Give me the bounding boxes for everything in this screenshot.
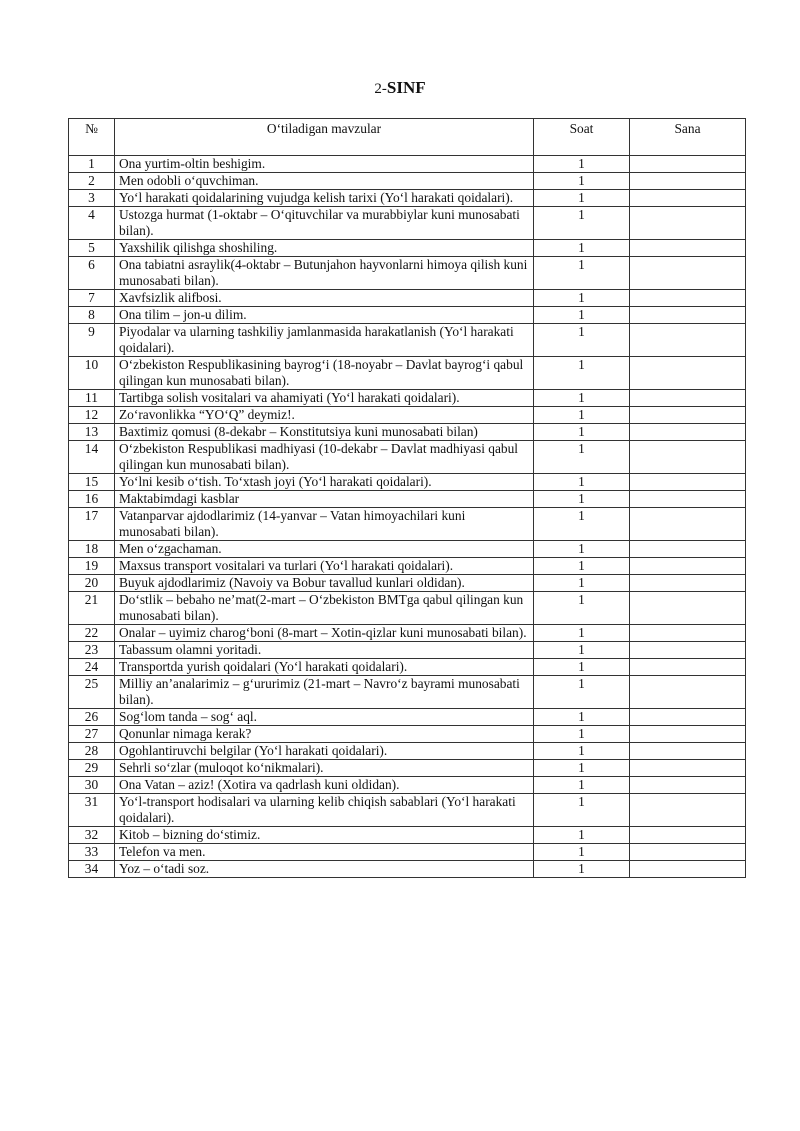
row-number: 26 (69, 709, 115, 726)
row-number: 23 (69, 642, 115, 659)
row-topic: Xavfsizlik alifbosi. (115, 290, 534, 307)
row-hours: 1 (534, 290, 630, 307)
row-number: 34 (69, 861, 115, 878)
row-hours: 1 (534, 676, 630, 709)
row-hours: 1 (534, 794, 630, 827)
table-row (69, 424, 746, 441)
row-number: 4 (69, 207, 115, 240)
row-number: 25 (69, 676, 115, 709)
row-date (630, 508, 746, 541)
row-date (630, 625, 746, 642)
table-row (69, 307, 746, 324)
lessons-table (68, 118, 746, 878)
row-hours: 1 (534, 709, 630, 726)
row-topic: Sog‘lom tanda – sog‘ aql. (115, 709, 534, 726)
row-topic: Tartibga solish vositalari va ahamiyati (Yo‘l harakati qoidalari). (115, 390, 534, 407)
row-hours: 1 (534, 726, 630, 743)
row-topic: Yo‘l harakati qoidalarining vujudga kelish tarixi (Yo‘l harakati qoidalari). (115, 190, 534, 207)
row-date (630, 575, 746, 592)
row-date (630, 390, 746, 407)
table-row (69, 541, 746, 558)
table-row (69, 861, 746, 878)
table-row (69, 207, 746, 240)
row-hours: 1 (534, 777, 630, 794)
table-row (69, 642, 746, 659)
row-topic: Ogohlantiruvchi belgilar (Yo‘l harakati qoidalari). (115, 743, 534, 760)
row-topic: Kitob – bizning do‘stimiz. (115, 827, 534, 844)
row-number: 20 (69, 575, 115, 592)
row-topic: Yaxshilik qilishga shoshiling. (115, 240, 534, 257)
row-date (630, 676, 746, 709)
row-number: 15 (69, 474, 115, 491)
table-row (69, 357, 746, 390)
table-row (69, 794, 746, 827)
row-hours: 1 (534, 156, 630, 173)
row-date (630, 861, 746, 878)
row-topic: Ona Vatan – aziz! (Xotira va qadrlash kuni oldidan). (115, 777, 534, 794)
row-date (630, 290, 746, 307)
row-topic: Transportda yurish qoidalari (Yo‘l harakati qoidalari). (115, 659, 534, 676)
row-date (630, 491, 746, 508)
row-hours: 1 (534, 441, 630, 474)
row-hours: 1 (534, 558, 630, 575)
row-number: 5 (69, 240, 115, 257)
header-hours: Soat (534, 119, 630, 156)
row-hours: 1 (534, 508, 630, 541)
row-date (630, 827, 746, 844)
table-row (69, 592, 746, 625)
row-topic: O‘zbekiston Respublikasining bayrog‘i (18-noyabr – Davlat bayrog‘i qabul qilingan kun munosabati bilan). (115, 357, 534, 390)
row-number: 22 (69, 625, 115, 642)
row-number: 18 (69, 541, 115, 558)
table-row (69, 726, 746, 743)
row-number: 30 (69, 777, 115, 794)
row-number: 9 (69, 324, 115, 357)
row-date (630, 760, 746, 777)
row-date (630, 257, 746, 290)
row-date (630, 240, 746, 257)
table-row (69, 625, 746, 642)
row-date (630, 173, 746, 190)
row-date (630, 558, 746, 575)
row-number: 10 (69, 357, 115, 390)
row-date (630, 407, 746, 424)
row-hours: 1 (534, 257, 630, 290)
row-hours: 1 (534, 207, 630, 240)
row-topic: Ona tilim – jon-u dilim. (115, 307, 534, 324)
row-topic: Baxtimiz qomusi (8-dekabr – Konstitutsiya kuni munosabati bilan) (115, 424, 534, 441)
row-date (630, 743, 746, 760)
row-hours: 1 (534, 592, 630, 625)
table-row (69, 441, 746, 474)
row-date (630, 642, 746, 659)
row-topic: Onalar – uyimiz charog‘boni (8-mart – Xotin-qizlar kuni munosabati bilan). (115, 625, 534, 642)
table-body (69, 156, 746, 878)
row-hours: 1 (534, 861, 630, 878)
row-number: 3 (69, 190, 115, 207)
row-number: 12 (69, 407, 115, 424)
row-number: 6 (69, 257, 115, 290)
table-row (69, 659, 746, 676)
row-topic: Yoz – o‘tadi soz. (115, 861, 534, 878)
row-number: 8 (69, 307, 115, 324)
row-date (630, 726, 746, 743)
row-hours: 1 (534, 474, 630, 491)
row-date (630, 474, 746, 491)
row-date (630, 324, 746, 357)
row-hours: 1 (534, 324, 630, 357)
table-row (69, 240, 746, 257)
row-hours: 1 (534, 642, 630, 659)
row-number: 24 (69, 659, 115, 676)
header-row (69, 119, 746, 156)
header-date: Sana (630, 119, 746, 156)
table-row (69, 290, 746, 307)
row-number: 13 (69, 424, 115, 441)
table-row (69, 709, 746, 726)
row-number: 19 (69, 558, 115, 575)
row-topic: Men odobli o‘quvchiman. (115, 173, 534, 190)
class-number: 2- (374, 81, 387, 97)
row-date (630, 659, 746, 676)
row-hours: 1 (534, 827, 630, 844)
page-title (0, 78, 800, 98)
row-hours: 1 (534, 844, 630, 861)
table-row (69, 257, 746, 290)
row-number: 33 (69, 844, 115, 861)
table-row (69, 190, 746, 207)
row-date (630, 441, 746, 474)
table-row (69, 743, 746, 760)
table-row (69, 575, 746, 592)
table-row (69, 676, 746, 709)
row-topic: Do‘stlik – bebaho ne’mat(2-mart – O‘zbekiston BMTga qabul qilingan kun munosabati bilan). (115, 592, 534, 625)
row-date (630, 777, 746, 794)
row-topic: Qonunlar nimaga kerak? (115, 726, 534, 743)
row-topic: O‘zbekiston Respublikasi madhiyasi (10-dekabr – Davlat madhiyasi qabul qilingan kun munosabati bilan). (115, 441, 534, 474)
row-topic: Maxsus transport vositalari va turlari (Yo‘l harakati qoidalari). (115, 558, 534, 575)
row-hours: 1 (534, 390, 630, 407)
row-topic: Yo‘lni kesib o‘tish. To‘xtash joyi (Yo‘l harakati qoidalari). (115, 474, 534, 491)
row-date (630, 207, 746, 240)
header-topic: O‘tiladigan mavzular (115, 119, 534, 156)
table-row (69, 156, 746, 173)
table-row (69, 760, 746, 777)
row-number: 28 (69, 743, 115, 760)
row-date (630, 424, 746, 441)
table-row (69, 324, 746, 357)
row-hours: 1 (534, 760, 630, 777)
row-topic: Yo‘l-transport hodisalari va ularning kelib chiqish sabablari (Yo‘l harakati qoidalari). (115, 794, 534, 827)
table-row (69, 173, 746, 190)
row-topic: Buyuk ajdodlarimiz (Navoiy va Bobur tavallud kunlari oldidan). (115, 575, 534, 592)
row-hours: 1 (534, 173, 630, 190)
table-row (69, 491, 746, 508)
row-hours: 1 (534, 307, 630, 324)
row-number: 2 (69, 173, 115, 190)
row-date (630, 541, 746, 558)
row-date (630, 357, 746, 390)
row-date (630, 844, 746, 861)
row-topic: Sehrli so‘zlar (muloqot ko‘nikmalari). (115, 760, 534, 777)
table-row (69, 390, 746, 407)
table-row (69, 777, 746, 794)
row-topic: Ustozga hurmat (1-oktabr – O‘qituvchilar va murabbiylar kuni munosabati bilan). (115, 207, 534, 240)
row-hours: 1 (534, 240, 630, 257)
row-topic: Ona yurtim-oltin beshigim. (115, 156, 534, 173)
row-topic: Ona tabiatni asraylik(4-oktabr – Butunjahon hayvonlarni himoya qilish kuni munosabati bilan). (115, 257, 534, 290)
row-hours: 1 (534, 743, 630, 760)
row-hours: 1 (534, 575, 630, 592)
row-topic: Piyodalar va ularning tashkiliy jamlanmasida harakatlanish (Yo‘l harakati qoidalari). (115, 324, 534, 357)
row-hours: 1 (534, 659, 630, 676)
row-topic: Telefon va men. (115, 844, 534, 861)
row-date (630, 156, 746, 173)
class-word: SINF (386, 78, 426, 97)
row-date (630, 592, 746, 625)
row-number: 11 (69, 390, 115, 407)
row-number: 16 (69, 491, 115, 508)
row-hours: 1 (534, 357, 630, 390)
row-date (630, 709, 746, 726)
row-topic: Men o‘zgachaman. (115, 541, 534, 558)
row-number: 29 (69, 760, 115, 777)
table-row (69, 844, 746, 861)
row-hours: 1 (534, 407, 630, 424)
row-topic: Maktabimdagi kasblar (115, 491, 534, 508)
row-number: 17 (69, 508, 115, 541)
row-number: 21 (69, 592, 115, 625)
row-hours: 1 (534, 625, 630, 642)
row-hours: 1 (534, 190, 630, 207)
row-topic: Vatanparvar ajdodlarimiz (14-yanvar – Vatan himoyachilari kuni munosabati bilan). (115, 508, 534, 541)
row-topic: Milliy an’analarimiz – g‘ururimiz (21-mart – Navro‘z bayrami munosabati bilan). (115, 676, 534, 709)
row-number: 32 (69, 827, 115, 844)
row-topic: Zo‘ravonlikka “YO‘Q” deymiz!. (115, 407, 534, 424)
header-number: № (69, 119, 115, 156)
row-number: 31 (69, 794, 115, 827)
table-row (69, 407, 746, 424)
row-hours: 1 (534, 491, 630, 508)
row-date (630, 190, 746, 207)
row-number: 7 (69, 290, 115, 307)
row-date (630, 307, 746, 324)
row-topic: Tabassum olamni yoritadi. (115, 642, 534, 659)
table-row (69, 558, 746, 575)
row-number: 27 (69, 726, 115, 743)
row-hours: 1 (534, 424, 630, 441)
row-hours: 1 (534, 541, 630, 558)
table-row (69, 508, 746, 541)
row-date (630, 794, 746, 827)
table-row (69, 827, 746, 844)
row-number: 14 (69, 441, 115, 474)
table-row (69, 474, 746, 491)
row-number: 1 (69, 156, 115, 173)
